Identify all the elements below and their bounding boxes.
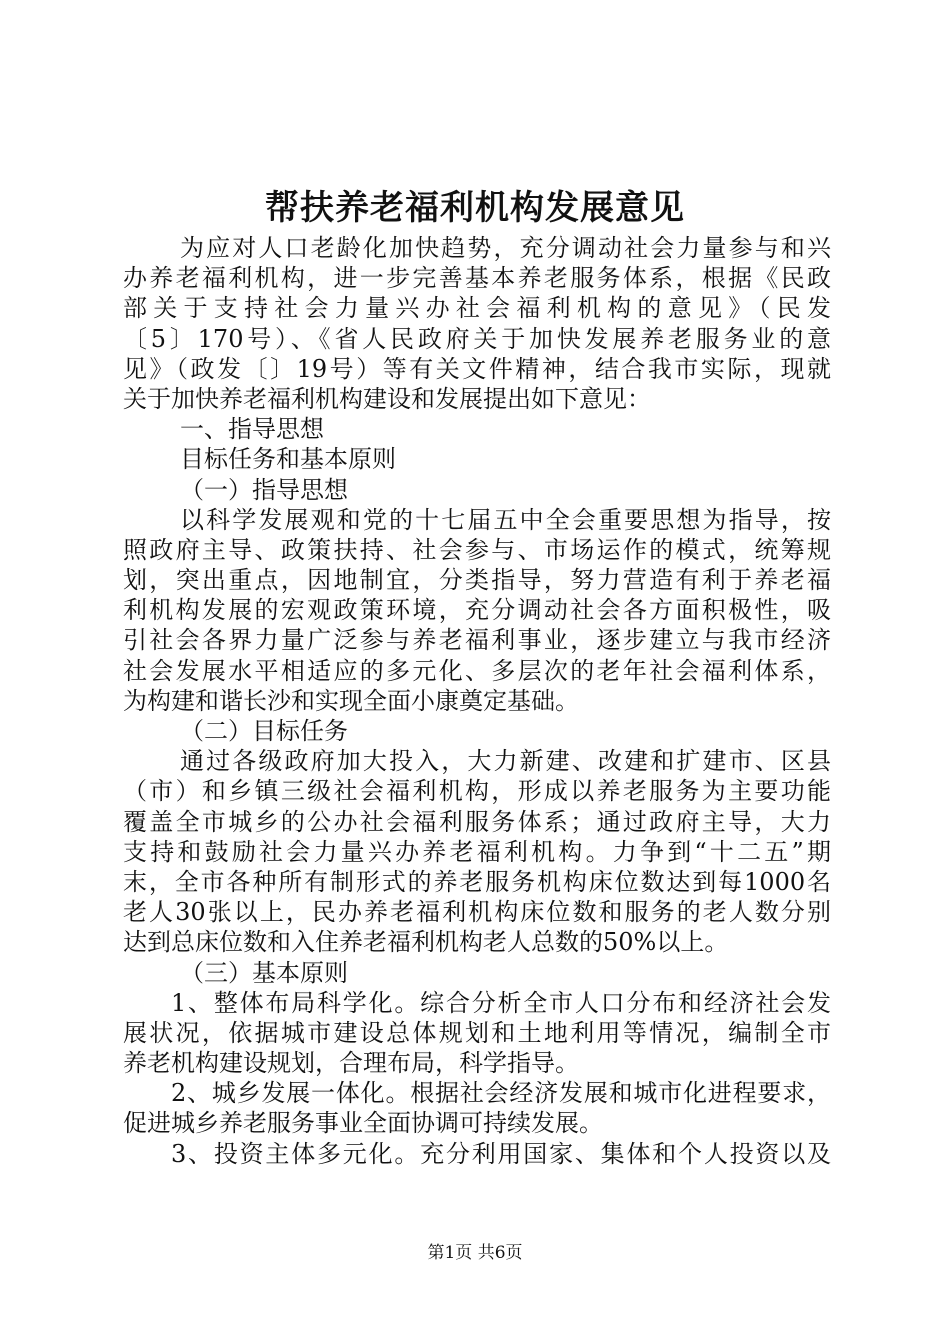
paragraph-line: 促进城乡养老服务事业全面协调可持续发展。 <box>123 1109 603 1138</box>
paragraph-line: 利机构发展的宏观政策环境，充分调动社会各方面积极性，吸 <box>123 596 831 625</box>
paragraph-line: 2、城乡发展一体化。根据社会经济发展和城市化进程要求， <box>171 1079 831 1108</box>
document-title: 帮扶养老福利机构发展意见 <box>265 188 685 228</box>
paragraph-line: 末，全市各种所有制形式的养老服务机构床位数达到每1000名 <box>123 867 831 896</box>
paragraph-line: 见》（政发〔〕19号）等有关文件精神，结合我市实际，现就 <box>123 354 831 383</box>
paragraph-line: 老人30张以上，民办养老福利机构床位数和服务的老人数分别 <box>123 898 831 927</box>
paragraph-line: 覆盖全市城乡的公办社会福利服务体系；通过政府主导，大力 <box>123 807 831 836</box>
paragraph-line: 关于加快养老福利机构建设和发展提出如下意见： <box>123 384 651 413</box>
paragraph-line: 3、投资主体多元化。充分利用国家、集体和个人投资以及 <box>171 1139 831 1168</box>
paragraph-line: 引社会各界力量广泛参与养老福利事业，逐步建立与我市经济 <box>123 626 831 655</box>
subsection-heading: （二）目标任务 <box>180 717 348 745</box>
paragraph-line: 以科学发展观和党的十七届五中全会重要思想为指导，按 <box>180 505 831 534</box>
section-heading: 目标任务和基本原则 <box>180 445 396 474</box>
paragraph-line: 为应对人口老龄化加快趋势，充分调动社会力量参与和兴 <box>180 234 831 262</box>
paragraph-line: 养老机构建设规划，合理布局，科学指导。 <box>123 1049 579 1078</box>
paragraph-line: 支持和鼓励社会力量兴办养老福利机构。力争到“十二五”期 <box>123 837 831 866</box>
paragraph-line: 〔5〕170号）、《省人民政府关于加快发展养老服务业的意 <box>123 324 831 353</box>
document-body <box>123 233 831 1169</box>
paragraph-line: 1、整体布局科学化。综合分析全市人口分布和经济社会发 <box>171 988 831 1017</box>
paragraph-line: 社会发展水平相适应的多元化、多层次的老年社会福利体系， <box>123 656 831 685</box>
page-footer: 第1页 共6页 <box>427 1243 523 1263</box>
paragraph-line: 照政府主导、政策扶持、社会参与、市场运作的模式，统筹规 <box>123 535 831 564</box>
paragraph-line: 展状况，依据城市建设总体规划和土地利用等情况，编制全市 <box>123 1018 831 1047</box>
paragraph-line: 达到总床位数和入住养老福利机构老人总数的50%以上。 <box>123 928 729 957</box>
paragraph-line: 部关于支持社会力量兴办社会福利机构的意见》（民发 <box>123 294 831 323</box>
subsection-heading: （一）指导思想 <box>180 475 348 504</box>
paragraph-line: 办养老福利机构，进一步完善基本养老服务体系，根据《民政 <box>123 264 831 293</box>
paragraph-line: 通过各级政府加大投入，大力新建、改建和扩建市、区县 <box>180 747 831 776</box>
paragraph-line: 划，突出重点，因地制宜，分类指导，努力营造有利于养老福 <box>123 566 831 595</box>
paragraph-line: （市）和乡镇三级社会福利机构，形成以养老服务为主要功能 <box>123 777 831 806</box>
subsection-heading: （三）基本原则 <box>180 958 348 987</box>
section-heading: 一、指导思想 <box>180 415 324 444</box>
paragraph-line: 为构建和谐长沙和实现全面小康奠定基础。 <box>123 686 579 715</box>
